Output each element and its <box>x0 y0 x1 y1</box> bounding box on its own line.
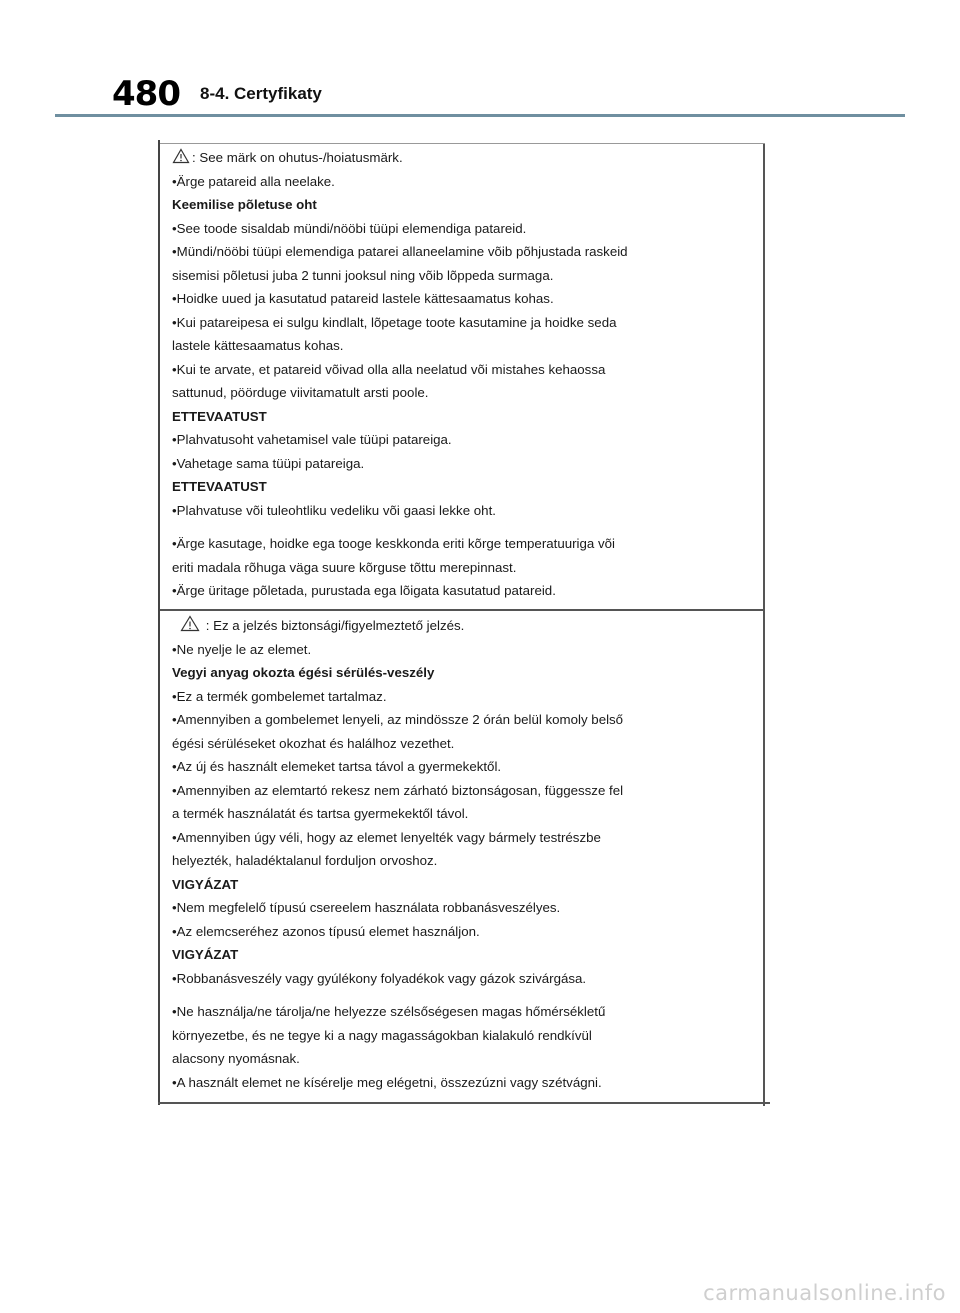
text-line: •Hoidke uued ja kasutatud patareid lastele kättesaamatus kohas. <box>172 291 554 306</box>
text-line: •Nem megfelelő típusú csereelem használata robbanásveszélyes. <box>172 900 561 915</box>
section-heading: Vegyi anyag okozta égési sérülés-veszély <box>172 665 435 680</box>
section-title: 8-4. Certyfikaty <box>200 84 322 103</box>
section-heading: VIGYÁZAT <box>172 947 239 962</box>
text-line: a termék használatát és tartsa gyermekektől távol. <box>172 806 469 821</box>
hungarian-warning-line <box>172 614 747 638</box>
page-header <box>0 0 960 120</box>
text-line: környezetbe, és ne tegye ki a nagy magasságokban kialakuló rendkívül <box>172 1027 592 1043</box>
hungarian-warning-section <box>172 614 747 1094</box>
text-line: •Amennyiben az elemtartó rekesz nem zárható biztonságosan, függessze fel <box>172 782 624 798</box>
text-line: •Ne nyelje le az elemet. <box>172 641 312 657</box>
text-line: •A használt elemet ne kísérelje meg elégetni, összezúzni vagy szétvágni. <box>172 1074 602 1090</box>
text-line: •Plahvatusoht vahetamisel vale tüüpi patareiga. <box>172 432 452 447</box>
box-divider <box>160 609 765 611</box>
spacer <box>172 522 747 532</box>
box-left-border <box>158 140 160 1105</box>
text-line: eriti madala rõhuga väga suure kõrguse tõttu merepinnast. <box>172 559 517 575</box>
section-heading: VIGYÁZAT <box>172 876 239 892</box>
text-line: •Amennyiben úgy véli, hogy az elemet lenyelték vagy bármely testrészbe <box>172 829 601 845</box>
text-line: •Az elemcseréhez azonos típusú elemet használjon. <box>172 923 480 939</box>
text-line: lastele kättesaamatus kohas. <box>172 338 344 353</box>
text-line: •Robbanásveszély vagy gyúlékony folyadékok vagy gázok szivárgása. <box>172 970 587 986</box>
text-line: •Kui patareipesa ei sulgu kindlalt, lõpetage toote kasutamine ja hoidke seda <box>172 314 617 330</box>
estonian-lines <box>172 170 747 603</box>
text-line: •Mündi/nööbi tüüpi elemendiga patarei allaneelamine võib põhjustada raskeid <box>172 244 628 259</box>
estonian-warning-line <box>172 146 747 170</box>
text-line: •Ärge kasutage, hoidke ega tooge keskkonda eriti kõrge temperatuuriga või <box>172 536 615 551</box>
text-line: sisemisi põletusi juba 2 tunni jooksul ning võib lõppeda surmaga. <box>172 267 554 283</box>
text-line: •Vahetage sama tüüpi patareiga. <box>172 455 365 471</box>
spacer <box>172 990 747 1000</box>
header-rule <box>55 114 905 117</box>
text-line: égési sérüléseket okozhat és halálhoz vezethet. <box>172 735 455 751</box>
box-bottom-border <box>158 1102 770 1104</box>
section-heading: ETTEVAATUST <box>172 408 267 424</box>
box-top-border <box>160 143 765 144</box>
text-line: sattunud, pöörduge viivitamatult arsti poole. <box>172 385 429 400</box>
text-line: helyezték, haladéktalanul forduljon orvoshoz. <box>172 853 438 868</box>
text-line: •Amennyiben a gombelemet lenyeli, az mindössze 2 órán belül komoly belső <box>172 712 624 727</box>
hungarian-warning-text: : Ez a jelzés biztonsági/figyelmeztető jelzés. <box>202 618 465 633</box>
hungarian-lines <box>172 638 747 1095</box>
text-line: •Ez a termék gombelemet tartalmaz. <box>172 688 387 704</box>
warning-triangle-icon <box>180 615 200 632</box>
box-right-border <box>763 144 765 1106</box>
text-line: •Ärge patareid alla neelake. <box>172 173 335 189</box>
section-heading: ETTEVAATUST <box>172 479 267 494</box>
text-line: •Ne használja/ne tárolja/ne helyezze szélsőségesen magas hőmérsékletű <box>172 1004 606 1019</box>
estonian-warning-section <box>172 146 747 603</box>
watermark: carmanualsonline.info <box>703 1281 946 1305</box>
text-line: •Az új és használt elemeket tartsa távol a gyermekektől. <box>172 759 502 774</box>
text-line: •Kui te arvate, et patareid võivad olla alla neelatud või mistahes kehaossa <box>172 361 606 377</box>
warning-triangle-icon <box>172 148 190 164</box>
estonian-warning-text: : See märk on ohutus-/hoiatusmärk. <box>192 150 403 165</box>
page-number: 480 <box>112 74 180 114</box>
text-line: •Plahvatuse või tuleohtliku vedeliku või gaasi lekke oht. <box>172 502 496 518</box>
text-line: •See toode sisaldab mündi/nööbi tüüpi elemendiga patareid. <box>172 220 527 236</box>
text-line: •Ärge üritage põletada, purustada ega lõigata kasutatud patareid. <box>172 583 556 598</box>
section-heading: Keemilise põletuse oht <box>172 197 317 212</box>
text-line: alacsony nyomásnak. <box>172 1051 300 1066</box>
